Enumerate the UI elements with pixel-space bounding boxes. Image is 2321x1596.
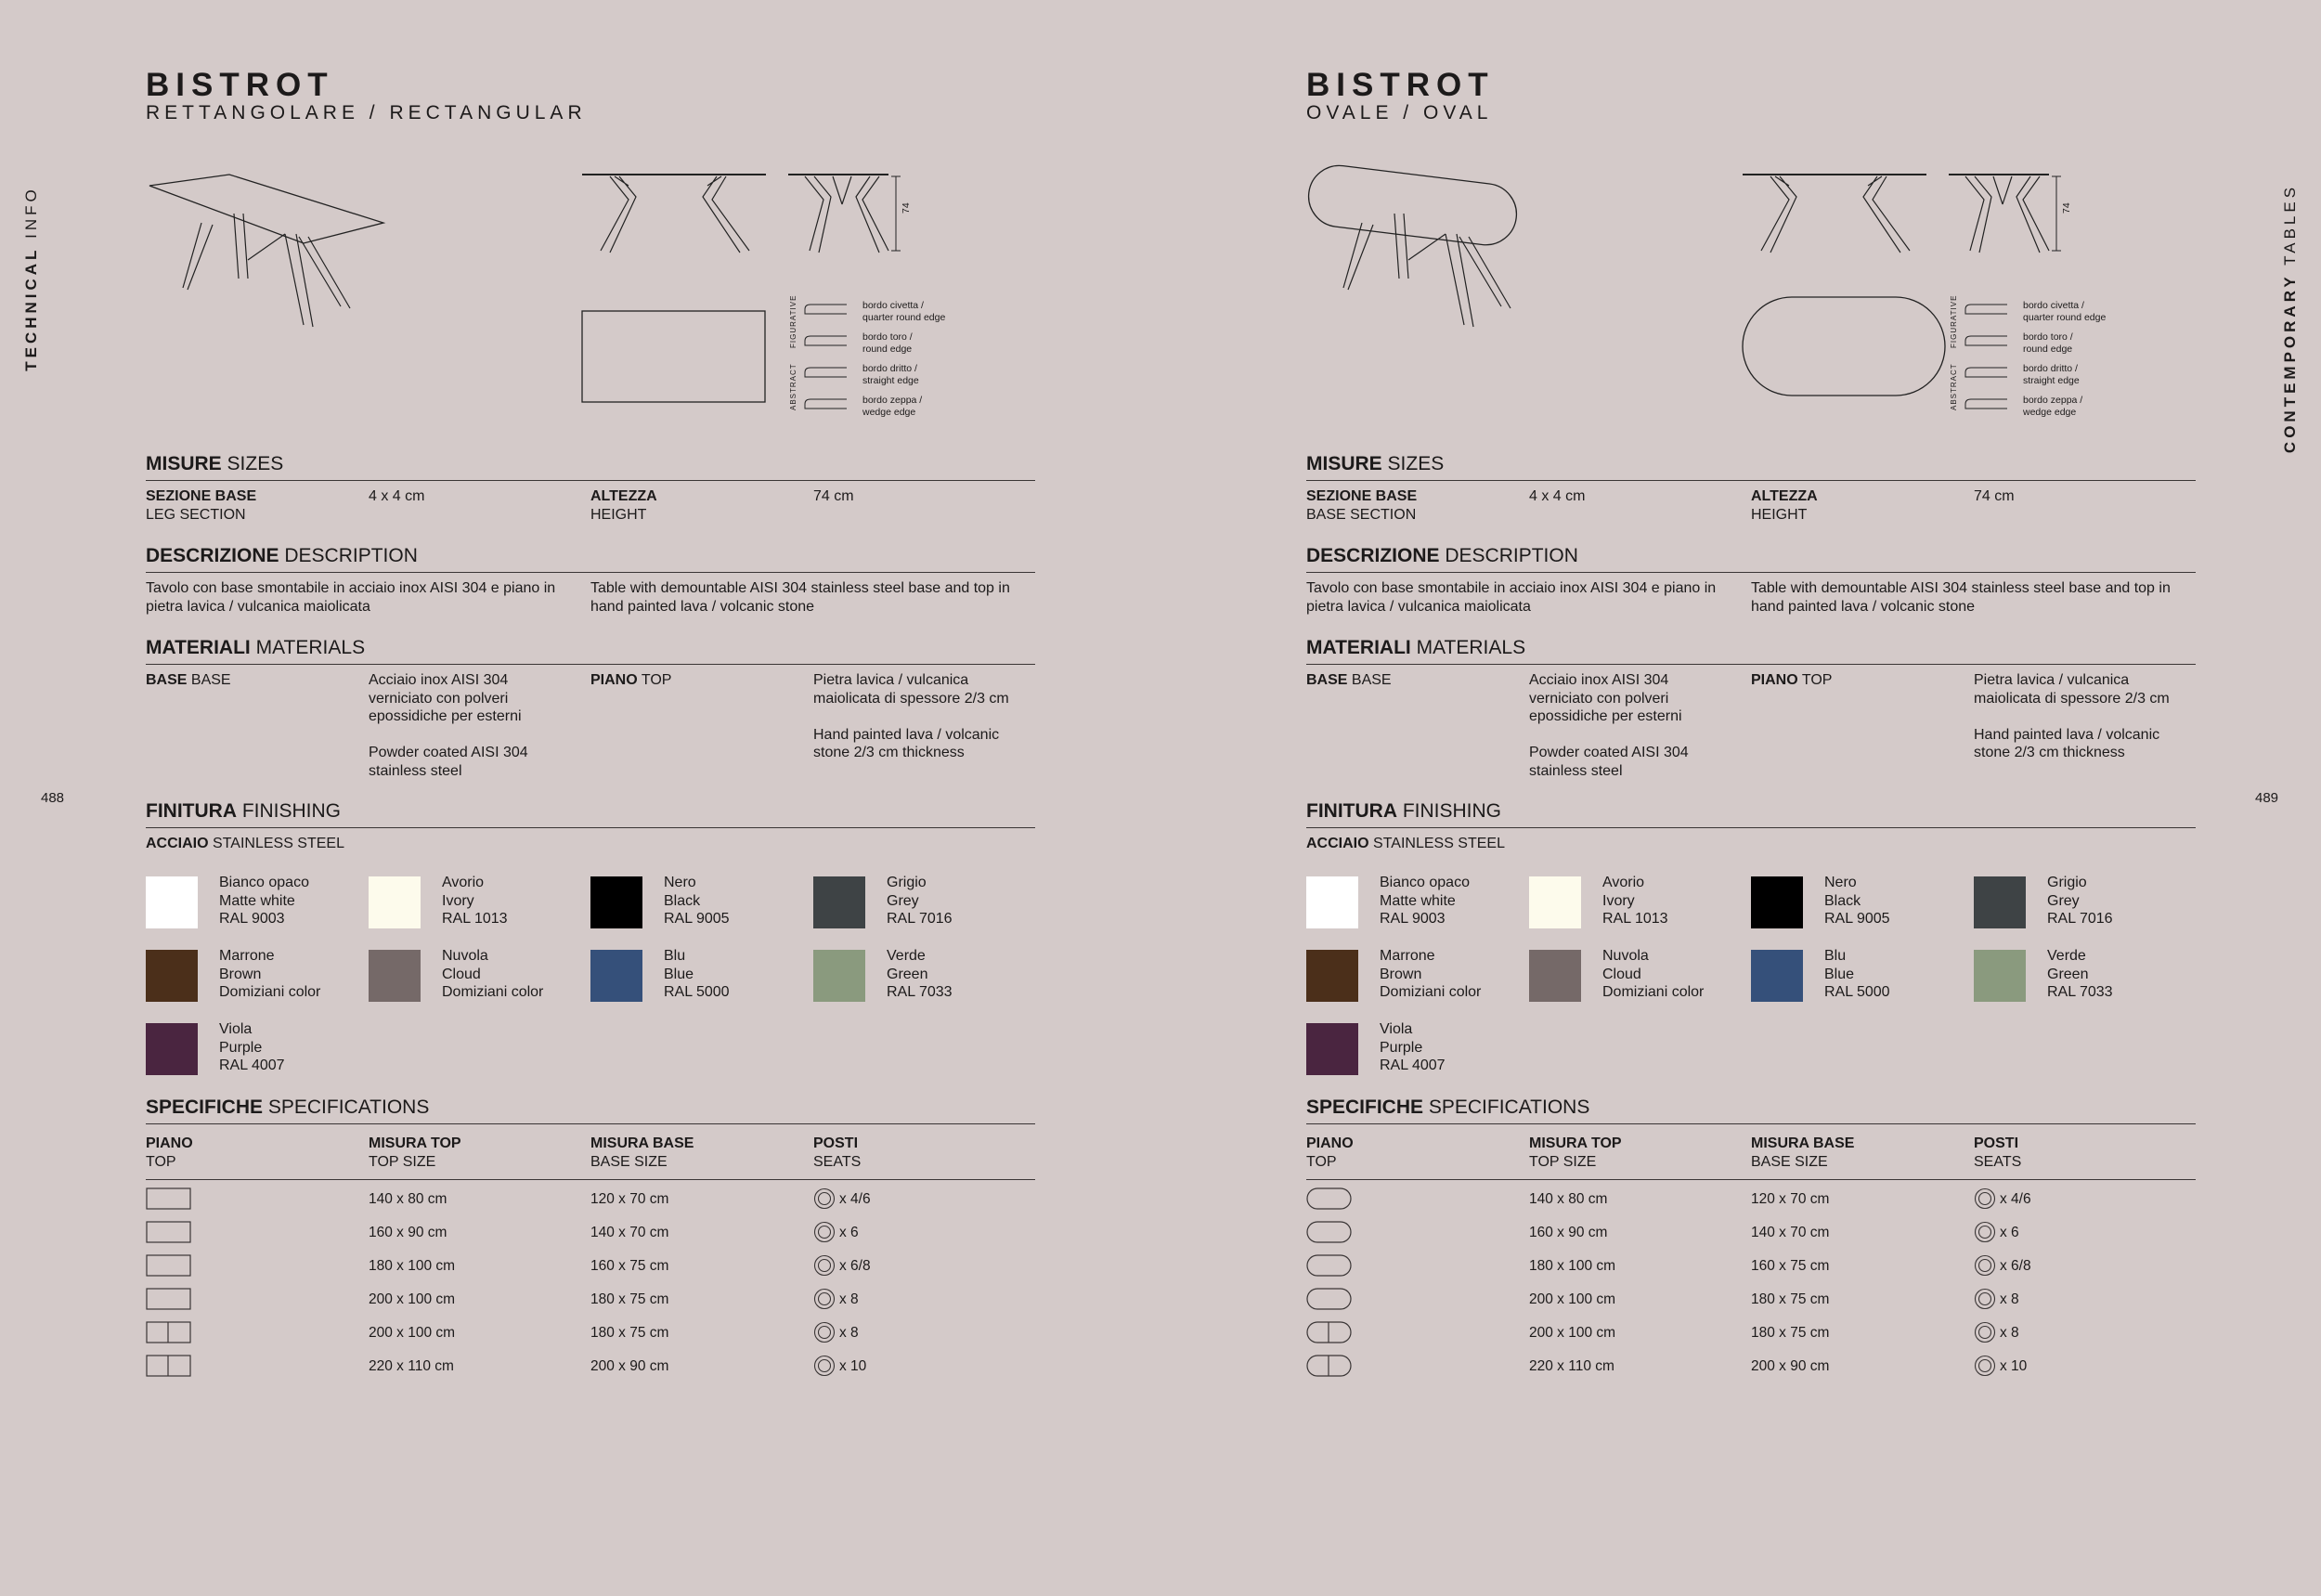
edge-name-en: wedge edge [2023, 407, 2077, 418]
color-swatch-label: Nuvola Cloud Domiziani color [442, 948, 544, 1000]
seats-table-icon [1974, 1321, 1996, 1343]
seats-table-icon [813, 1321, 836, 1343]
spec-row [146, 1288, 1035, 1314]
material-top-label: PIANO TOP [1751, 672, 1833, 688]
seats-table-icon [1974, 1288, 1996, 1310]
color-swatch-label: Verde Green RAL 7033 [2047, 948, 2113, 1000]
material-top-label: PIANO TOP [590, 672, 672, 688]
color-swatch[interactable] [146, 950, 198, 1002]
material-base-value: Acciaio inox AISI 304 verniciato con polveri epossidiche per esterni Powder coated AISI 304 stainless steel [369, 672, 528, 779]
color-swatch[interactable] [590, 950, 642, 1002]
base-size-value: 120 x 70 cm [590, 1191, 669, 1207]
base-size-value: 120 x 70 cm [1751, 1191, 1830, 1207]
product-title: BISTROT [1306, 67, 1495, 103]
color-swatch-label: Nero Black RAL 9005 [1824, 875, 1890, 927]
finishing-section [146, 800, 1035, 851]
color-swatch-label: Nero Black RAL 9005 [664, 875, 730, 927]
seats-table-icon [1974, 1221, 1996, 1243]
top-size-value: 160 x 90 cm [369, 1225, 447, 1240]
top-shape-icon [146, 1221, 192, 1245]
seats-value: x 6 [839, 1224, 859, 1240]
edge-name-en: straight edge [862, 375, 919, 386]
edge-category-abstract: ABSTRACT [789, 363, 797, 410]
color-swatch-label: Marrone Brown Domiziani color [1380, 948, 1482, 1000]
top-size-value: 160 x 90 cm [1529, 1225, 1608, 1240]
finishing-heading: FINITURA FINISHING [146, 800, 1035, 828]
finishing-heading: FINITURA FINISHING [1306, 800, 2196, 828]
edge-name-it: bordo zeppa / [2023, 395, 2083, 406]
edge-name-it: bordo toro / [2023, 331, 2073, 343]
technical-drawings [146, 158, 1037, 436]
description-heading: DESCRIZIONE DESCRIPTION [146, 545, 1035, 573]
color-swatch[interactable] [1974, 950, 2026, 1002]
col-base-size: MISURA BASE [590, 1135, 694, 1151]
spec-row [1306, 1321, 2196, 1347]
color-swatch-item[interactable] [1751, 876, 1964, 932]
top-size-value: 180 x 100 cm [1529, 1258, 1616, 1274]
perspective-drawing [149, 175, 383, 327]
sizes-section [146, 453, 1035, 523]
base-size-value: 180 x 75 cm [590, 1325, 669, 1341]
color-swatch-label: Nuvola Cloud Domiziani color [1602, 948, 1705, 1000]
technical-drawings [1306, 158, 2198, 436]
seats-table-icon [1974, 1254, 1996, 1277]
top-shape-icon [1306, 1254, 1353, 1278]
side-elevation-drawing [788, 175, 912, 253]
seats-table-icon [813, 1288, 836, 1310]
color-swatch-label: Bianco opaco Matte white RAL 9003 [219, 875, 309, 927]
description-it: Tavolo con base smontabile in acciaio inox AISI 304 e piano in pietra lavica / vulcanica maiolicata [1306, 580, 1717, 615]
material-top-value: Pietra lavica / vulcanica maiolicata di spessore 2/3 cm Hand painted lava / volcanic stone 2/3 cm thickness [1974, 672, 2170, 760]
edge-name-it: bordo dritto / [2023, 363, 2078, 374]
spec-row [146, 1321, 1035, 1347]
specifications-heading-block [146, 1096, 1035, 1124]
finishing-subheading: ACCIAIO STAINLESS STEEL [146, 836, 344, 851]
top-size-value: 200 x 100 cm [1529, 1325, 1616, 1341]
color-swatch-item[interactable] [1529, 950, 1743, 1006]
top-shape-icon [146, 1355, 192, 1379]
product-subtitle: OVALE / OVAL [1306, 102, 1493, 123]
seats-table-icon [813, 1221, 836, 1243]
edge-name-it: bordo civetta / [2023, 300, 2084, 311]
spec-row [1306, 1221, 2196, 1247]
height-label: ALTEZZA [590, 488, 657, 504]
edge-profiles [1950, 295, 2106, 418]
color-swatch-item[interactable] [1306, 876, 1520, 932]
materials-section [1306, 637, 2196, 779]
top-shape-icon [146, 1254, 192, 1278]
seats-value: x 6/8 [2000, 1257, 2031, 1274]
color-swatch-label: Grigio Grey RAL 7016 [887, 875, 953, 927]
height-value: 74 cm [1974, 488, 2015, 504]
seats-value: x 6 [2000, 1224, 2019, 1240]
side-label-contemporary-tables: CONTEMPORARY TABLES [2281, 183, 2300, 454]
color-swatch-item[interactable] [590, 876, 804, 932]
specifications-table-header: PIANO TOP MISURA TOP TOP SIZE MISURA BASE BASE SIZE POSTI SEATS [146, 1133, 1035, 1180]
base-size-value: 140 x 70 cm [1751, 1225, 1830, 1240]
side-label-technical-info: TECHNICAL INFO [21, 186, 40, 371]
height-label-en: HEIGHT [1751, 506, 1808, 523]
description-section [146, 545, 1035, 615]
base-size-value: 160 x 75 cm [1751, 1258, 1830, 1274]
color-swatch-label: Verde Green RAL 7033 [887, 948, 953, 1000]
color-swatch[interactable] [1751, 876, 1803, 928]
specifications-heading: SPECIFICHE SPECIFICATIONS [1306, 1096, 2196, 1124]
color-swatch-label: Avorio Ivory RAL 1013 [1602, 875, 1668, 927]
color-swatch[interactable] [813, 950, 865, 1002]
col-top-size: MISURA TOP [1529, 1135, 1622, 1151]
color-swatch[interactable] [146, 1023, 198, 1075]
finishing-section [1306, 800, 2196, 851]
top-size-value: 140 x 80 cm [369, 1191, 447, 1207]
color-swatch-label: Viola Purple RAL 4007 [219, 1021, 285, 1073]
sizes-heading: MISURE SIZES [146, 453, 1035, 481]
plan-view-rect [582, 311, 765, 402]
color-swatch-item[interactable] [590, 950, 804, 1006]
top-shape-icon [1306, 1288, 1353, 1312]
edge-name-en: round edge [862, 344, 913, 355]
material-base-value: Acciaio inox AISI 304 verniciato con polveri epossidiche per esterni Powder coated AISI 304 stainless steel [1529, 672, 1689, 779]
top-shape-icon [146, 1321, 192, 1345]
top-size-value: 200 x 100 cm [369, 1325, 456, 1341]
page-number-left: 488 [41, 790, 65, 806]
top-shape-icon [1306, 1187, 1353, 1212]
seats-value: x 8 [2000, 1291, 2019, 1307]
spec-row [1306, 1288, 2196, 1314]
color-swatch-item[interactable] [1529, 876, 1743, 932]
base-size-value: 200 x 90 cm [1751, 1358, 1830, 1374]
leg-section-label-en: LEG SECTION [146, 506, 246, 523]
col-seats: POSTI [813, 1135, 859, 1151]
color-swatch[interactable] [369, 876, 421, 928]
top-shape-icon [146, 1288, 192, 1312]
top-size-value: 200 x 100 cm [1529, 1291, 1616, 1307]
edge-name-it: bordo civetta / [862, 300, 924, 311]
col-base-size: MISURA BASE [1751, 1135, 1855, 1151]
color-swatch-label: Avorio Ivory RAL 1013 [442, 875, 508, 927]
description-it: Tavolo con base smontabile in acciaio inox AISI 304 e piano in pietra lavica / vulcanica maiolicata [146, 580, 556, 615]
spec-row [146, 1254, 1035, 1280]
edge-category-figurative: FIGURATIVE [789, 294, 797, 348]
description-heading: DESCRIZIONE DESCRIPTION [1306, 545, 2196, 573]
specifications-table-header: PIANO TOP MISURA TOP TOP SIZE MISURA BASE BASE SIZE POSTI SEATS [1306, 1133, 2196, 1180]
top-size-value: 220 x 110 cm [369, 1358, 454, 1374]
color-swatch-item[interactable] [813, 876, 1027, 932]
top-shape-icon [1306, 1355, 1353, 1379]
top-size-value: 180 x 100 cm [369, 1258, 456, 1274]
edge-name-it: bordo zeppa / [862, 395, 923, 406]
seats-value: x 10 [2000, 1357, 2028, 1374]
color-swatch-item[interactable] [369, 950, 582, 1006]
edge-name-en: straight edge [2023, 375, 2080, 386]
seats-value: x 8 [2000, 1324, 2019, 1341]
perspective-drawing [1306, 162, 1520, 327]
seats-table-icon [813, 1254, 836, 1277]
top-size-value: 200 x 100 cm [369, 1291, 456, 1307]
color-swatch-item[interactable] [1974, 876, 2187, 932]
materials-section [146, 637, 1035, 779]
color-swatch[interactable] [1529, 950, 1581, 1002]
top-shape-icon [1306, 1321, 1353, 1345]
leg-section-label: SEZIONE BASE [146, 488, 257, 504]
page-number-right: 489 [2255, 790, 2279, 806]
top-shape-icon [146, 1187, 192, 1212]
leg-section-value: 4 x 4 cm [369, 488, 425, 504]
description-en: Table with demountable AISI 304 stainless steel base and top in hand painted lava / volcanic stone [1751, 580, 2171, 615]
color-swatch-label: Blu Blue RAL 5000 [664, 948, 730, 1000]
color-swatch[interactable] [1306, 876, 1358, 928]
material-base-label: BASE BASE [146, 672, 231, 688]
edge-category-figurative: FIGURATIVE [1950, 294, 1958, 348]
spec-row [1306, 1254, 2196, 1280]
color-swatch-item[interactable] [1306, 1023, 1520, 1079]
base-size-value: 160 x 75 cm [590, 1258, 669, 1274]
edge-name-en: quarter round edge [2023, 312, 2107, 323]
specifications-heading-block [1306, 1096, 2196, 1124]
height-value: 74 cm [813, 488, 854, 504]
top-size-value: 220 x 110 cm [1529, 1358, 1614, 1374]
spec-row [146, 1187, 1035, 1213]
front-elevation-drawing [1743, 175, 1926, 253]
edge-name-it: bordo toro / [862, 331, 913, 343]
base-size-value: 180 x 75 cm [1751, 1291, 1830, 1307]
seats-table-icon [1974, 1355, 1996, 1377]
catalog-page-right [1306, 0, 2198, 1596]
spec-row [1306, 1187, 2196, 1213]
color-swatch-item[interactable] [1751, 950, 1964, 1006]
edge-name-en: round edge [2023, 344, 2073, 355]
color-swatch-item[interactable] [813, 950, 1027, 1006]
materials-heading: MATERIALI MATERIALS [1306, 637, 2196, 665]
color-swatch-label: Marrone Brown Domiziani color [219, 948, 321, 1000]
spec-row [1306, 1355, 2196, 1381]
side-elevation-drawing [1949, 175, 2072, 253]
seats-table-icon [813, 1187, 836, 1210]
spec-row [146, 1221, 1035, 1247]
top-size-value: 140 x 80 cm [1529, 1191, 1608, 1207]
material-top-value: Pietra lavica / vulcanica maiolicata di spessore 2/3 cm Hand painted lava / volcanic stone 2/3 cm thickness [813, 672, 1009, 760]
base-size-value: 200 x 90 cm [590, 1358, 669, 1374]
leg-section-label-en: BASE SECTION [1306, 506, 1417, 523]
plan-view-oval [1743, 297, 1945, 396]
sizes-heading: MISURE SIZES [1306, 453, 2196, 481]
finishing-subheading: ACCIAIO STAINLESS STEEL [1306, 836, 1505, 851]
material-base-label: BASE BASE [1306, 672, 1392, 688]
color-swatch-item[interactable] [1306, 950, 1520, 1006]
color-swatch-item[interactable] [1974, 950, 2187, 1006]
color-swatch-label: Viola Purple RAL 4007 [1380, 1021, 1446, 1073]
seats-value: x 10 [839, 1357, 867, 1374]
height-label-en: HEIGHT [590, 506, 647, 523]
materials-heading: MATERIALI MATERIALS [146, 637, 1035, 665]
seats-table-icon [813, 1355, 836, 1377]
seats-value: x 8 [839, 1324, 859, 1341]
height-dimension: 74 [901, 202, 912, 214]
base-size-value: 180 x 75 cm [590, 1291, 669, 1307]
col-seats: POSTI [1974, 1135, 2019, 1151]
description-section [1306, 545, 2196, 615]
color-swatch[interactable] [146, 876, 198, 928]
height-label: ALTEZZA [1751, 488, 1818, 504]
seats-value: x 4/6 [839, 1190, 871, 1207]
color-swatch-item[interactable] [146, 950, 359, 1006]
edge-category-abstract: ABSTRACT [1950, 363, 1958, 410]
color-swatch[interactable] [369, 950, 421, 1002]
spec-row [146, 1355, 1035, 1381]
color-swatch-item[interactable] [146, 1023, 359, 1079]
perspective-rect-top [149, 175, 383, 243]
edge-name-en: wedge edge [862, 407, 916, 418]
seats-value: x 4/6 [2000, 1190, 2031, 1207]
seats-value: x 8 [839, 1291, 859, 1307]
front-elevation-drawing [582, 175, 766, 253]
base-size-value: 180 x 75 cm [1751, 1325, 1830, 1341]
catalog-page-left [146, 0, 1037, 1596]
leg-section-value: 4 x 4 cm [1529, 488, 1586, 504]
color-swatch-item[interactable] [369, 876, 582, 932]
product-subtitle: RETTANGOLARE / RECTANGULAR [146, 102, 587, 123]
sizes-section [1306, 453, 2196, 523]
col-top: PIANO [146, 1135, 193, 1151]
seats-value: x 6/8 [839, 1257, 871, 1274]
color-swatch[interactable] [1751, 950, 1803, 1002]
color-swatch-label: Grigio Grey RAL 7016 [2047, 875, 2113, 927]
color-swatch[interactable] [1306, 950, 1358, 1002]
color-swatch-label: Bianco opaco Matte white RAL 9003 [1380, 875, 1470, 927]
color-swatch[interactable] [813, 876, 865, 928]
height-dimension: 74 [2061, 202, 2072, 214]
description-en: Table with demountable AISI 304 stainless steel base and top in hand painted lava / volcanic stone [590, 580, 1010, 615]
color-swatch[interactable] [1306, 1023, 1358, 1075]
edge-name-en: quarter round edge [862, 312, 946, 323]
col-top-size: MISURA TOP [369, 1135, 461, 1151]
color-swatch-label: Blu Blue RAL 5000 [1824, 948, 1890, 1000]
base-size-value: 140 x 70 cm [590, 1225, 669, 1240]
specifications-heading: SPECIFICHE SPECIFICATIONS [146, 1096, 1035, 1124]
color-swatch[interactable] [1529, 876, 1581, 928]
col-top: PIANO [1306, 1135, 1354, 1151]
top-shape-icon [1306, 1221, 1353, 1245]
color-swatch-item[interactable] [146, 876, 359, 932]
color-swatch[interactable] [590, 876, 642, 928]
color-swatch[interactable] [1974, 876, 2026, 928]
seats-table-icon [1974, 1187, 1996, 1210]
leg-section-label: SEZIONE BASE [1306, 488, 1418, 504]
edge-name-it: bordo dritto / [862, 363, 917, 374]
edge-profiles [789, 295, 945, 418]
product-title: BISTROT [146, 67, 334, 103]
perspective-oval-top [1306, 162, 1520, 249]
